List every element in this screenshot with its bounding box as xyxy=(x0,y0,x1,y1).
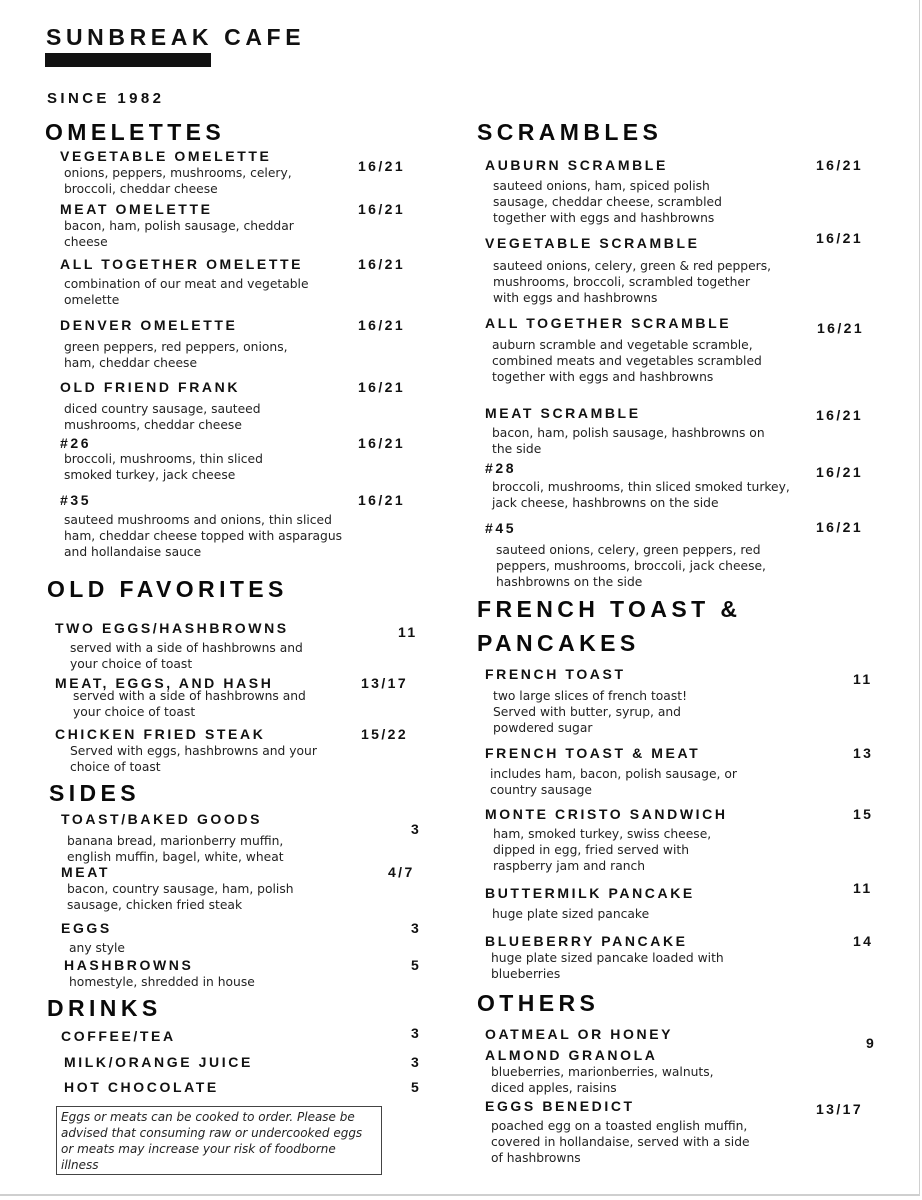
menu-item-name: #28 xyxy=(485,460,517,476)
menu-item-name: MEAT OMELETTE xyxy=(60,201,213,217)
menu-item-name: HOT CHOCOLATE xyxy=(64,1079,219,1095)
menu-item-price: 16/21 xyxy=(816,157,864,173)
menu-item-name: MEAT xyxy=(61,864,111,880)
section-title-omelettes: OMELETTES xyxy=(45,119,226,145)
menu-item-description: broccoli, mushrooms, thin sliced smoked turkey, jack cheese, hashbrowns on the side xyxy=(492,480,790,510)
menu-item-name: FRENCH TOAST xyxy=(485,666,626,682)
menu-item-price: 16/21 xyxy=(817,320,865,336)
menu-item-description: ham, smoked turkey, swiss cheese, dipped in egg, fried served with raspberry jam and ranch xyxy=(493,827,712,873)
menu-item-price: 16/21 xyxy=(358,492,406,508)
menu-item-description: sauteed onions, celery, green peppers, red peppers, mushrooms, broccoli, jack cheese, hashbrowns on the side xyxy=(496,543,766,589)
menu-item-name: BLUEBERRY PANCAKE xyxy=(485,933,688,949)
menu-item-name: #26 xyxy=(60,435,92,451)
menu-item-name-continued: ALMOND GRANOLA xyxy=(485,1047,658,1063)
menu-item-description: onions, peppers, mushrooms, celery, broccoli, cheddar cheese xyxy=(64,166,292,196)
menu-item-name: #45 xyxy=(485,520,517,536)
section-title-scrambles: SCRAMBLES xyxy=(477,119,663,145)
menu-item-price: 16/21 xyxy=(816,519,864,535)
menu-item-description: diced country sausage, sauteed mushrooms, cheddar cheese xyxy=(64,402,261,432)
menu-item-description: banana bread, marionberry muffin, english muffin, bagel, white, wheat xyxy=(67,834,284,864)
section-title-old-favorites: OLD FAVORITES xyxy=(47,576,288,602)
menu-item-price: 13/17 xyxy=(816,1101,864,1117)
menu-item-price: 16/21 xyxy=(816,407,864,423)
menu-item-description: huge plate sized pancake xyxy=(492,907,650,921)
menu-item-description: huge plate sized pancake loaded with blueberries xyxy=(491,951,724,981)
section-title-others: OTHERS xyxy=(477,990,600,1016)
menu-item-price: 15 xyxy=(853,806,874,822)
menu-item-description: combination of our meat and vegetable omelette xyxy=(64,277,309,307)
menu-item-price: 16/21 xyxy=(358,379,406,395)
menu-item-price: 9 xyxy=(866,1035,877,1051)
menu-item-price: 5 xyxy=(411,1079,422,1095)
menu-item-price: 11 xyxy=(853,880,873,896)
menu-item-price: 13/17 xyxy=(361,675,409,691)
menu-item-price: 11 xyxy=(853,671,873,687)
menu-item-name: MEAT, EGGS, AND HASH xyxy=(55,675,274,691)
menu-item-name: MONTE CRISTO SANDWICH xyxy=(485,806,728,822)
menu-item-name: MEAT SCRAMBLE xyxy=(485,405,641,421)
menu-item-description: includes ham, bacon, polish sausage, or country sausage xyxy=(490,767,737,797)
menu-item-price: 3 xyxy=(411,821,422,837)
menu-item-name: COFFEE/TEA xyxy=(61,1028,176,1044)
menu-item-name: #35 xyxy=(60,492,92,508)
menu-item-name: OATMEAL OR HONEY xyxy=(485,1026,674,1042)
menu-item-name: TOAST/BAKED GOODS xyxy=(61,811,263,827)
menu-item-description: sauteed mushrooms and onions, thin sliced ham, cheddar cheese topped with asparagus and hollandaise sauce xyxy=(64,513,343,559)
menu-item-price: 15/22 xyxy=(361,726,409,742)
menu-item-name: VEGETABLE SCRAMBLE xyxy=(485,235,700,251)
menu-item-description: bacon, country sausage, ham, polish sausage, chicken fried steak xyxy=(67,882,294,912)
menu-item-description: poached egg on a toasted english muffin, covered in hollandaise, served with a side of hashbrowns xyxy=(491,1119,750,1165)
menu-item-name: VEGETABLE OMELETTE xyxy=(60,148,272,164)
menu-item-name: ALL TOGETHER SCRAMBLE xyxy=(485,315,732,331)
menu-item-description: green peppers, red peppers, onions, ham, cheddar cheese xyxy=(64,340,288,370)
menu-item-name: MILK/ORANGE JUICE xyxy=(64,1054,253,1070)
cafe-title: SUNBREAK CAFE xyxy=(46,24,306,50)
menu-item-description: served with a side of hashbrowns and your choice of toast xyxy=(70,641,303,671)
title-underline-bar xyxy=(45,53,211,67)
food-safety-notice: Eggs or meats can be cooked to order. Please be advised that consuming raw or undercooked eggs or meats may increase your risk of foodborne illness xyxy=(56,1106,382,1175)
menu-item-name: BUTTERMILK PANCAKE xyxy=(485,885,695,901)
menu-item-description: sauteed onions, celery, green & red peppers, mushrooms, broccoli, scrambled together with eggs and hashbrowns xyxy=(493,259,772,305)
menu-item-name: OLD FRIEND FRANK xyxy=(60,379,241,395)
menu-item-price: 16/21 xyxy=(358,435,406,451)
menu-item-description: broccoli, mushrooms, thin sliced smoked turkey, jack cheese xyxy=(64,452,263,482)
menu-item-name: HASHBROWNS xyxy=(64,957,194,973)
menu-item-price: 5 xyxy=(411,957,422,973)
menu-item-price: 16/21 xyxy=(358,317,406,333)
menu-item-description: Served with eggs, hashbrowns and your choice of toast xyxy=(70,744,317,774)
menu-item-price: 16/21 xyxy=(358,201,406,217)
menu-item-price: 3 xyxy=(411,1025,422,1041)
menu-item-price: 16/21 xyxy=(358,158,406,174)
menu-item-name: DENVER OMELETTE xyxy=(60,317,238,333)
menu-item-price: 3 xyxy=(411,1054,422,1070)
menu-item-description: blueberries, marionberries, walnuts, diced apples, raisins xyxy=(491,1065,714,1095)
menu-item-name: TWO EGGS/HASHBROWNS xyxy=(55,620,289,636)
menu-item-price: 16/21 xyxy=(816,230,864,246)
menu-item-name: EGGS BENEDICT xyxy=(485,1098,635,1114)
menu-item-description: sauteed onions, ham, spiced polish sausage, cheddar cheese, scrambled together with eggs and hashbrowns xyxy=(493,179,722,225)
menu-item-price: 4/7 xyxy=(388,864,415,880)
menu-item-price: 3 xyxy=(411,920,422,936)
section-title-french-toast: FRENCH TOAST & xyxy=(477,596,742,622)
menu-item-description: auburn scramble and vegetable scramble, combined meats and vegetables scrambled together with eggs and hashbrowns xyxy=(492,338,762,384)
menu-item-name: EGGS xyxy=(61,920,112,936)
menu-item-description: bacon, ham, polish sausage, cheddar cheese xyxy=(64,219,294,249)
section-title-pancakes: PANCAKES xyxy=(477,630,640,656)
menu-item-description: two large slices of french toast! Served with butter, syrup, and powdered sugar xyxy=(493,689,688,735)
menu-item-price: 13 xyxy=(853,745,874,761)
section-title-sides: SIDES xyxy=(49,780,141,806)
section-title-drinks: DRINKS xyxy=(47,995,162,1021)
menu-item-price: 16/21 xyxy=(816,464,864,480)
menu-item-price: 16/21 xyxy=(358,256,406,272)
menu-item-name: ALL TOGETHER OMELETTE xyxy=(60,256,304,272)
menu-item-name: FRENCH TOAST & MEAT xyxy=(485,745,701,761)
since-tagline: SINCE 1982 xyxy=(47,90,165,107)
menu-item-description: bacon, ham, polish sausage, hashbrowns on the side xyxy=(492,426,765,456)
menu-item-price: 14 xyxy=(853,933,874,949)
menu-item-price: 11 xyxy=(398,624,418,640)
menu-item-description: any style xyxy=(69,941,126,955)
menu-item-name: AUBURN SCRAMBLE xyxy=(485,157,668,173)
menu-item-description: served with a side of hashbrowns and your choice of toast xyxy=(73,689,306,719)
menu-item-name: CHICKEN FRIED STEAK xyxy=(55,726,266,742)
menu-item-description: homestyle, shredded in house xyxy=(69,975,255,989)
